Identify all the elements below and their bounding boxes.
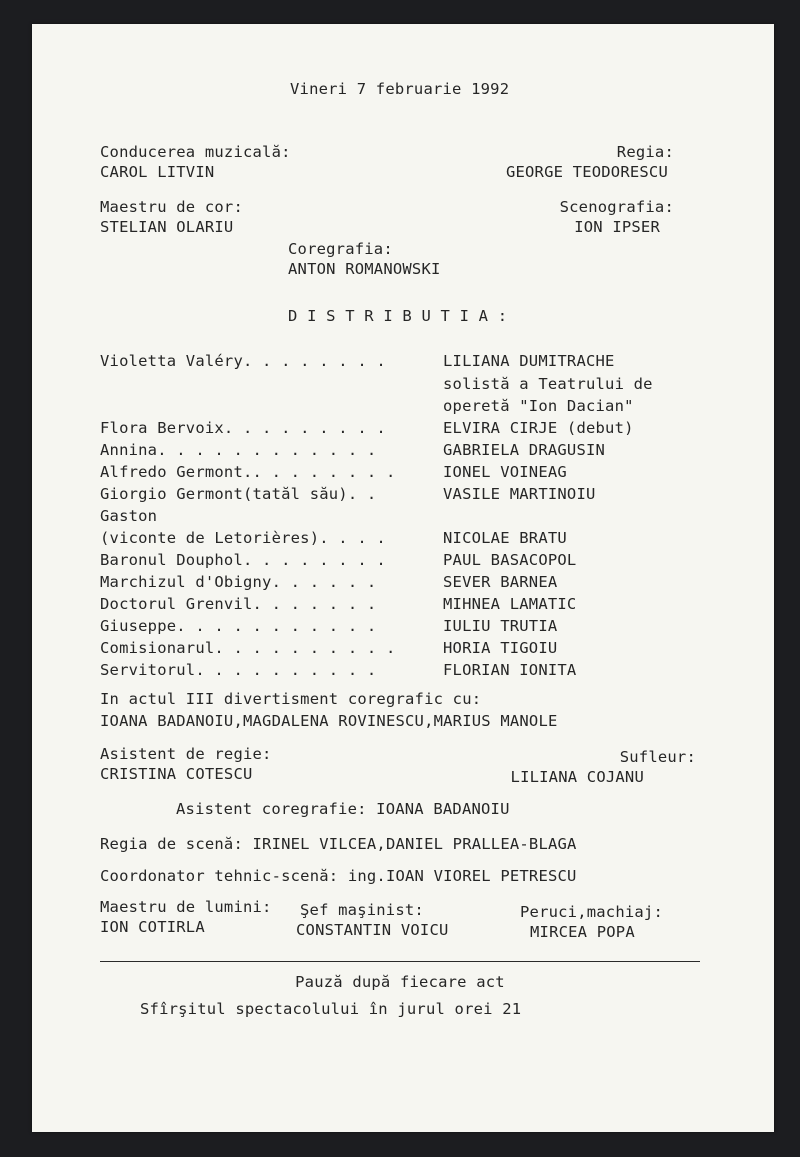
cast-title: D I S T R I B U T I A : <box>288 307 508 325</box>
role-name: Giorgio Germont(tatăl său). . <box>100 485 377 503</box>
footer-pauza: Pauză după fiecare act <box>295 973 505 991</box>
regia-scena: Regia de scenă: IRINEL VILCEA,DANIEL PRALLEA-BLAGA <box>100 835 577 853</box>
coregrafia-label: Coregrafia: <box>288 240 393 258</box>
footer-sfirsit: Sfîrşitul spectacolului în jurul orei 21 <box>140 1000 522 1018</box>
actor-name: GABRIELA DRAGUSIN <box>443 441 606 459</box>
role-name: Annina. . . . . . . . . . . . <box>100 441 377 459</box>
actor-name: PAUL BASACOPOL <box>443 551 577 569</box>
cor-name: STELIAN OLARIU <box>100 218 234 236</box>
masinist-label: Şef maşinist: <box>300 901 424 919</box>
lumini-name: ION COTIRLA <box>100 918 205 936</box>
coordonator-tehnic: Coordonator tehnic-scenă: ing.IOAN VIOREL PETRESCU <box>100 867 577 885</box>
divertisment-label: In actul III divertisment coregrafic cu: <box>100 690 482 708</box>
actor-name: IULIU TRUTIA <box>443 617 558 635</box>
actor-name: NICOLAE BRATU <box>443 529 567 547</box>
role-name: Comisionarul. . . . . . . . . . <box>100 639 396 657</box>
coregrafia-name: ANTON ROMANOWSKI <box>288 260 441 278</box>
actor-name: SEVER BARNEA <box>443 573 558 591</box>
role-name: Baronul Douphol. . . . . . . . <box>100 551 386 569</box>
machiaj-label: Peruci,machiaj: <box>520 903 663 921</box>
muzicala-name: CAROL LITVIN <box>100 163 215 181</box>
date-line: Vineri 7 februarie 1992 <box>290 80 510 98</box>
role-name: Doctorul Grenvil. . . . . . . <box>100 595 377 613</box>
divertisment-names: IOANA BADANOIU,MAGDALENA ROVINESCU,MARIUS MANOLE <box>100 712 558 730</box>
lumini-label: Maestru de lumini: <box>100 898 272 916</box>
scenografia-label: Scenografia: <box>559 198 674 216</box>
actor-name: IONEL VOINEAG <box>443 463 567 481</box>
role-name: Violetta Valéry. . . . . . . . <box>100 352 386 370</box>
role-name: Servitorul. . . . . . . . . . <box>100 661 377 679</box>
actor-name: FLORIAN IONITA <box>443 661 577 679</box>
sufleur-name: LILIANA COJANU <box>510 768 644 786</box>
divider-line <box>100 961 700 962</box>
actor-note: operetă "Ion Dacian" <box>443 397 634 415</box>
role-name: (viconte de Letorières). . . . <box>100 529 386 547</box>
role-name: Alfredo Germont.. . . . . . . . <box>100 463 396 481</box>
cor-label: Maestru de cor: <box>100 198 243 216</box>
actor-name: MIHNEA LAMATIC <box>443 595 577 613</box>
muzicala-label: Conducerea muzicală: <box>100 143 291 161</box>
role-name: Gaston <box>100 507 158 525</box>
asistent-regie-label: Asistent de regie: <box>100 745 272 763</box>
machiaj-name: MIRCEA POPA <box>530 923 635 941</box>
role-name: Flora Bervoix. . . . . . . . . <box>100 419 386 437</box>
asistent-regie-name: CRISTINA COTESCU <box>100 765 253 783</box>
regia-name: GEORGE TEODORESCU <box>505 163 668 181</box>
regia-label: Regia: <box>616 143 674 161</box>
actor-name: ELVIRA CIRJE (debut) <box>443 419 634 437</box>
actor-name: LILIANA DUMITRACHE <box>443 352 615 370</box>
role-name: Marchizul d'Obigny. . . . . . <box>100 573 377 591</box>
scenografia-name: ION IPSER <box>574 218 660 236</box>
asistent-coregrafie: Asistent coregrafie: IOANA BADANOIU <box>176 800 510 818</box>
actor-note: solistă a Teatrului de <box>443 375 653 393</box>
masinist-name: CONSTANTIN VOICU <box>296 921 449 939</box>
sufleur-label: Sufleur: <box>619 748 696 766</box>
actor-name: HORIA TIGOIU <box>443 639 558 657</box>
role-name: Giuseppe. . . . . . . . . . . <box>100 617 377 635</box>
actor-name: VASILE MARTINOIU <box>443 485 596 503</box>
